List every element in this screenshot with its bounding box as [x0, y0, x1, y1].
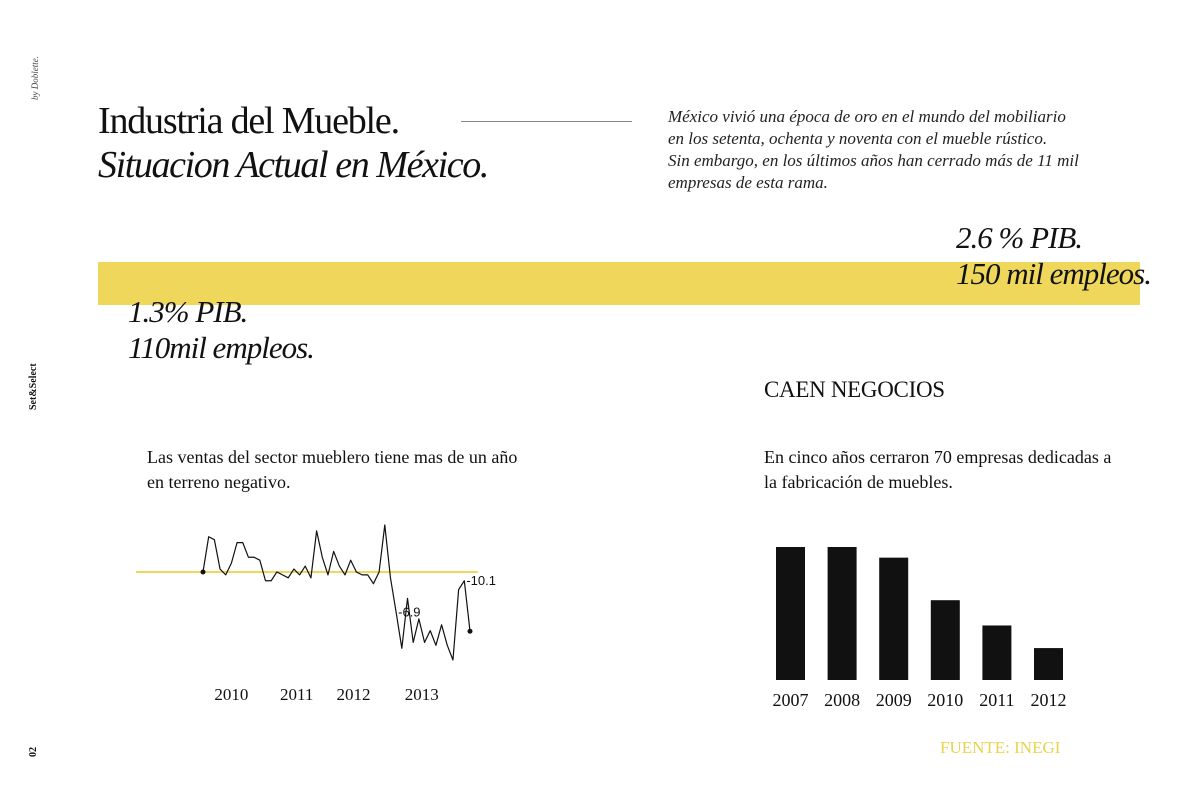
magazine-name: Set&Select	[28, 363, 39, 410]
series-start-point	[201, 569, 206, 574]
stat-left	[128, 294, 314, 366]
page-number: 02	[28, 747, 39, 757]
intro-paragraph	[668, 106, 1138, 194]
bar	[828, 547, 857, 680]
closures-bar-chart	[760, 530, 1090, 715]
x-tick-label: 2011	[280, 685, 314, 704]
data-annotation: -10.1	[466, 572, 496, 588]
section-title-caen-negocios: CAEN NEGOCIOS	[764, 377, 945, 402]
bar	[1034, 648, 1063, 680]
bar-chart-description: En cinco años cerraron 70 empresas dedicadas a la fabricación de muebles.	[764, 447, 1112, 492]
intro-line: en los setenta, ochenta y noventa con el mueble rústico.	[668, 129, 1048, 148]
bar-category-label: 2012	[1030, 690, 1067, 710]
line-chart-description: Las ventas del sector mueblero tiene mas de un año en terreno negativo.	[147, 447, 518, 492]
page-title: Industria del Mueble.	[98, 100, 399, 142]
bar-category-label: 2007	[772, 690, 809, 710]
page-subtitle: Situacion Actual en México.	[98, 144, 488, 186]
source-note: FUENTE: INEGI	[940, 738, 1061, 757]
bar-category-label: 2010	[927, 690, 964, 710]
series-end-point	[468, 629, 473, 634]
bar-category-label: 2009	[875, 690, 912, 710]
intro-line: Sin embargo, en los últimos años han cerrado más de 11 mil	[668, 151, 1079, 170]
x-tick-label: 2013	[404, 685, 439, 704]
intro-line: empresas de esta rama.	[668, 173, 828, 192]
bar-category-label: 2008	[824, 690, 861, 710]
sales-line-chart	[130, 515, 510, 715]
stat-right	[956, 220, 1151, 292]
bar-category-label: 2011	[979, 690, 1015, 710]
sales-series-line	[203, 525, 470, 660]
bar	[776, 547, 805, 680]
brand-credit: by Doblette.	[30, 56, 40, 100]
bar	[879, 558, 908, 680]
stat-right-jobs: 150 mil empleos.	[956, 256, 1151, 291]
stat-left-jobs: 110mil empleos.	[128, 330, 314, 365]
x-tick-label: 2010	[214, 685, 249, 704]
stat-right-gdp: 2.6 % PIB.	[956, 220, 1083, 255]
data-annotation: -6.9	[398, 604, 421, 620]
title-divider	[461, 121, 632, 122]
bar	[931, 600, 960, 680]
x-tick-label: 2012	[336, 685, 371, 704]
intro-line: México vivió una época de oro en el mundo del mobiliario	[668, 107, 1066, 126]
bar	[982, 625, 1011, 680]
stat-left-gdp: 1.3% PIB.	[128, 294, 248, 329]
